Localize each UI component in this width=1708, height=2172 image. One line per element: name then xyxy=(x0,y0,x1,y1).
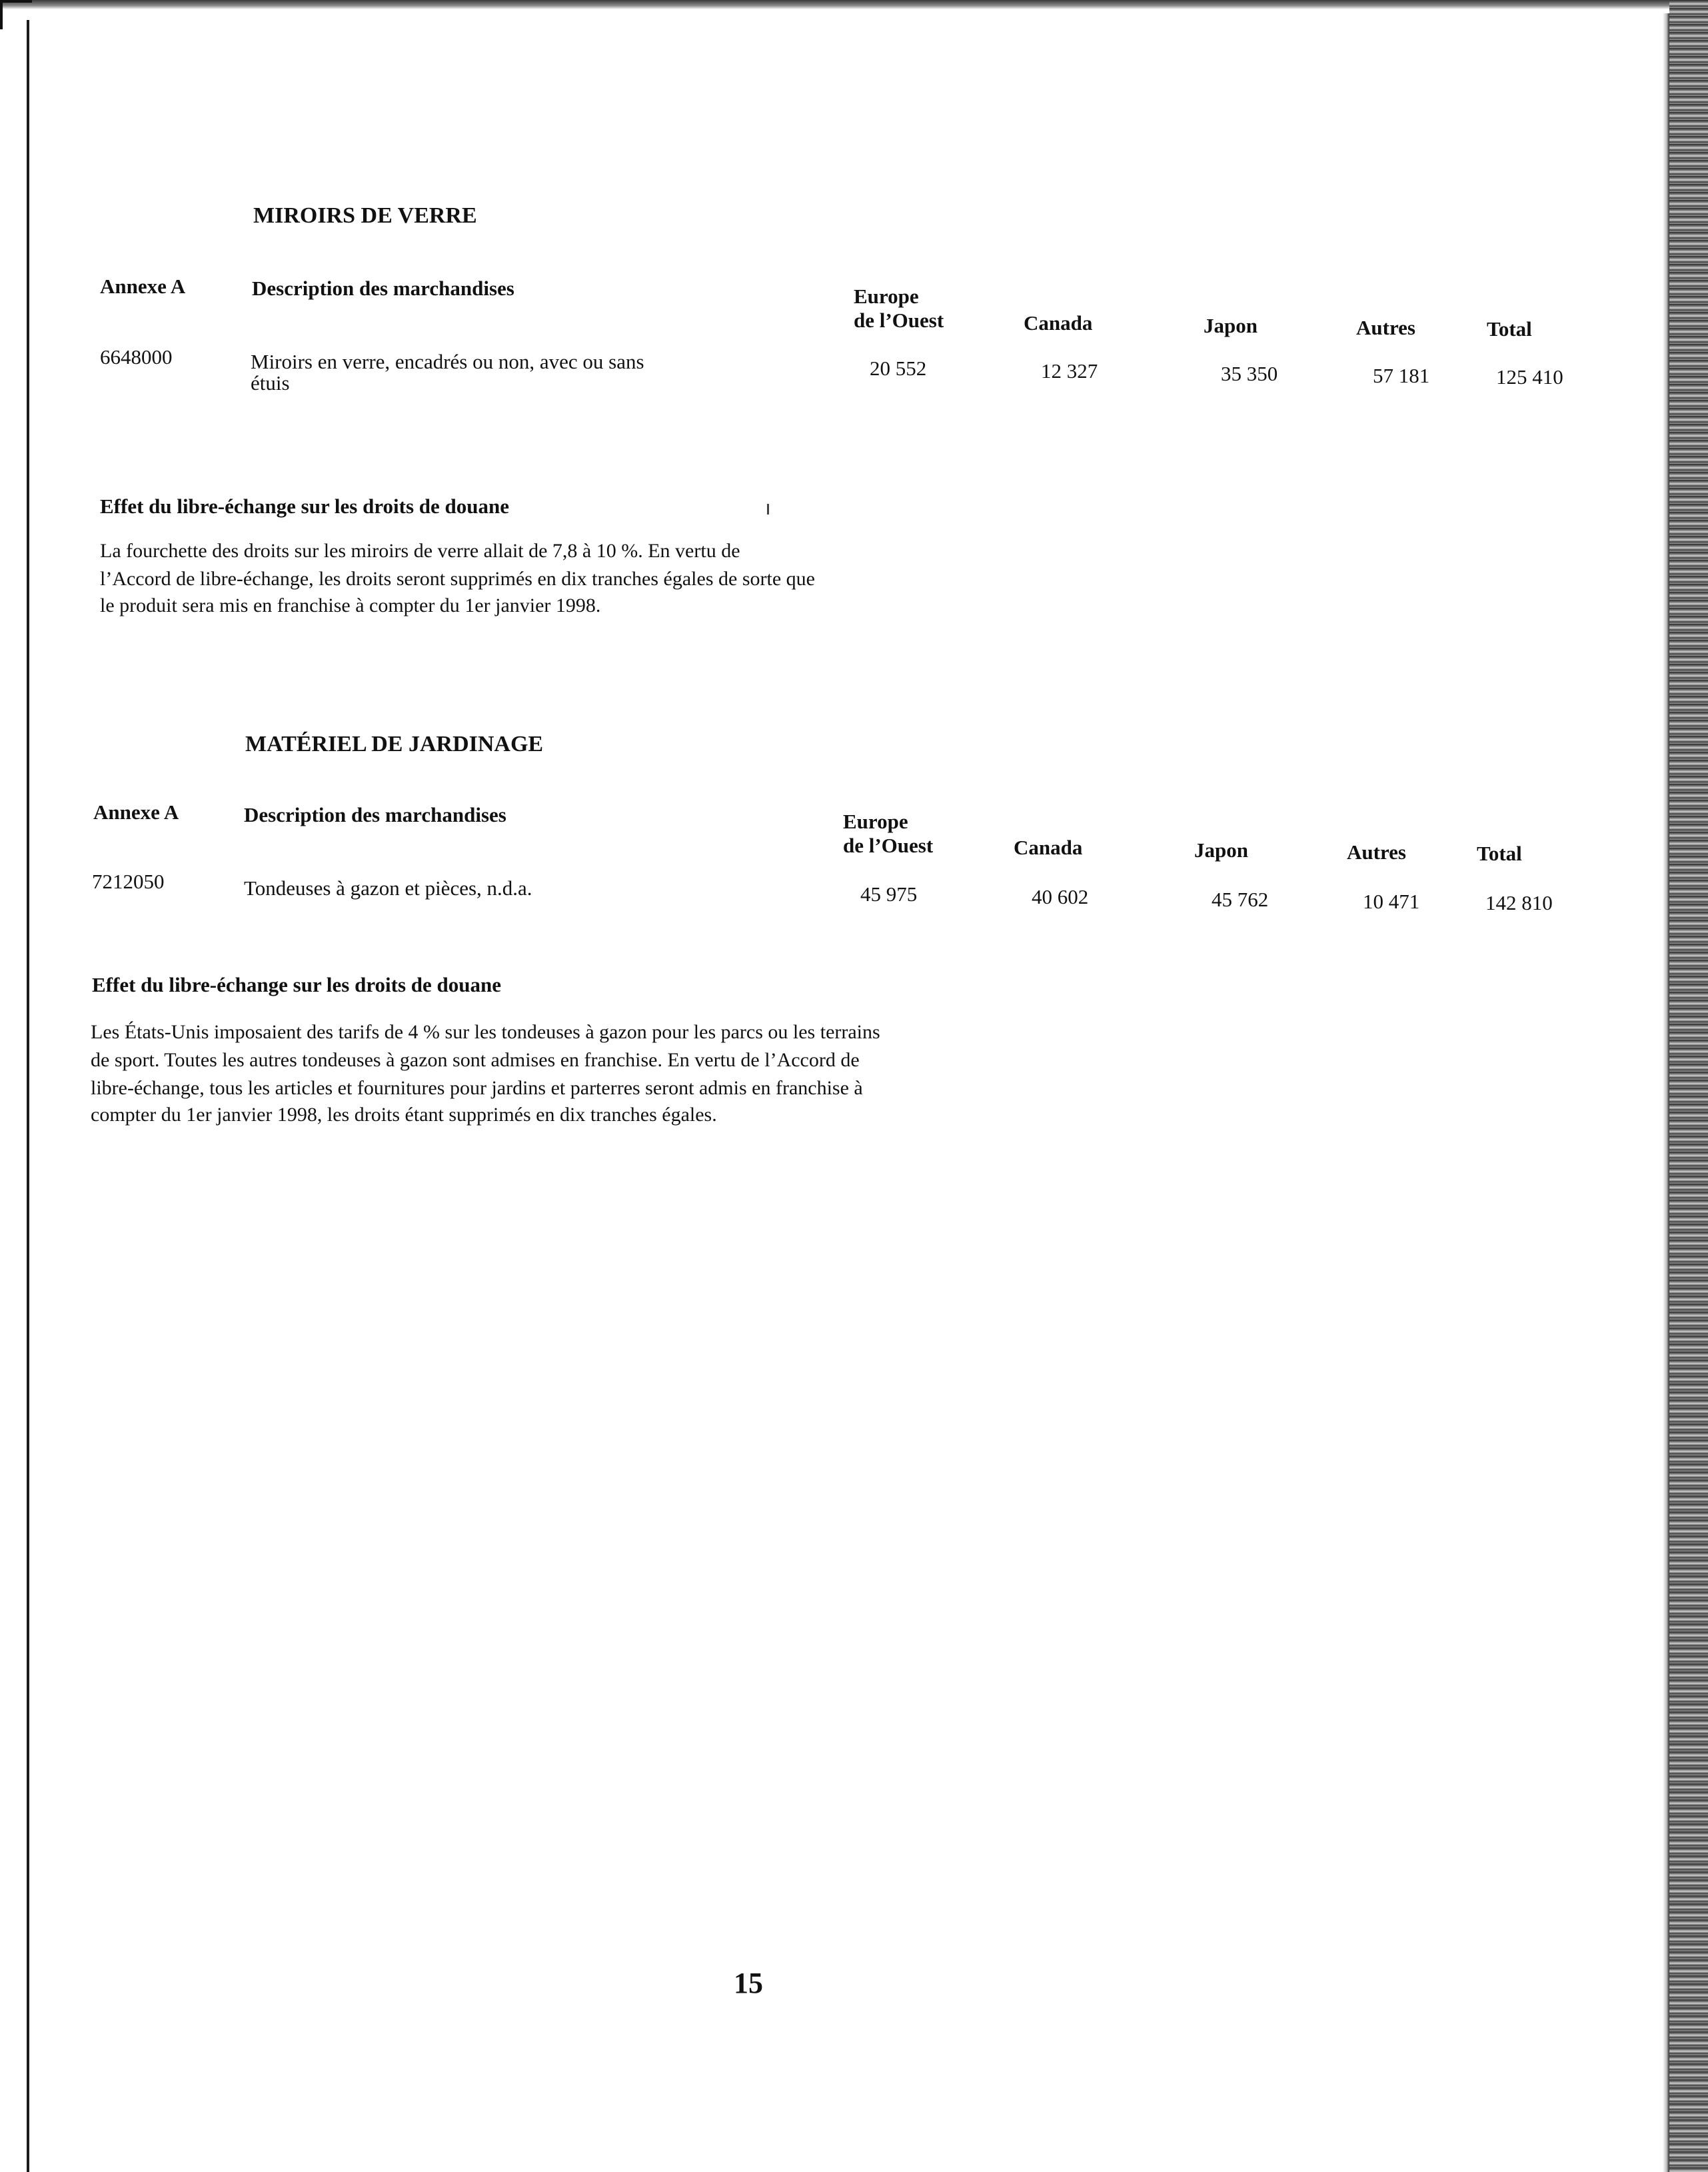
effect-line: libre-échange, tous les articles et fournitures pour jardins et parterres seront admis en franchise à xyxy=(91,1077,863,1099)
scan-top-edge xyxy=(0,0,1708,9)
cell-total: 142 810 xyxy=(1485,891,1553,914)
header-annex: Annexe A xyxy=(100,275,186,298)
header-description: Description des marchandises xyxy=(244,803,506,826)
effect-line: l’Accord de libre-échange, les droits seront supprimés en dix tranches égales de sorte que xyxy=(100,568,815,590)
section-title: MATÉRIEL DE JARDINAGE xyxy=(245,732,544,756)
header-annex: Annexe A xyxy=(93,800,179,824)
effect-line: le produit sera mis en franchise à compter du 1er janvier 1998. xyxy=(100,594,601,616)
cell-autres: 57 181 xyxy=(1373,364,1430,387)
header-europe-line2: de l’Ouest xyxy=(843,834,934,857)
header-description: Description des marchandises xyxy=(252,277,514,300)
effect-heading: Effet du libre-échange sur les droits de douane xyxy=(100,495,510,518)
row-code: 6648000 xyxy=(100,345,173,369)
cell-total: 125 410 xyxy=(1496,365,1563,389)
effect-heading: Effet du libre-échange sur les droits de douane xyxy=(92,973,502,996)
row-code: 7212050 xyxy=(92,870,165,893)
cell-japon: 45 762 xyxy=(1212,888,1269,911)
effect-line: de sport. Toutes les autres tondeuses à gazon sont admises en franchise. En vertu de l’Accord de xyxy=(91,1049,860,1071)
header-canada: Canada xyxy=(1024,311,1093,335)
effect-line: compter du 1er janvier 1998, les droits étant supprimés en dix tranches égales. xyxy=(91,1104,717,1126)
header-total: Total xyxy=(1477,842,1522,865)
header-europe-line1: Europe xyxy=(843,810,908,833)
scan-left-edge xyxy=(27,20,29,2172)
cell-canada: 12 327 xyxy=(1041,359,1098,383)
effect-line: La fourchette des droits sur les miroirs de verre allait de 7,8 à 10 %. En vertu de xyxy=(100,540,740,562)
cell-autres: 10 471 xyxy=(1363,890,1420,913)
row-description-line2: étuis xyxy=(251,371,290,395)
cell-europe: 45 975 xyxy=(860,882,918,906)
header-autres: Autres xyxy=(1347,840,1406,864)
row-description-line1: Tondeuses à gazon et pièces, n.d.a. xyxy=(244,876,532,900)
header-europe-line2: de l’Ouest xyxy=(854,309,944,332)
cell-europe: 20 552 xyxy=(870,357,927,380)
scan-mark xyxy=(767,504,769,515)
header-europe-line1: Europe xyxy=(854,285,919,308)
cell-japon: 35 350 xyxy=(1221,362,1278,385)
effect-line: Les États-Unis imposaient des tarifs de 4 % sur les tondeuses à gazon pour les parcs ou les terrains xyxy=(91,1021,880,1043)
header-total: Total xyxy=(1487,317,1532,341)
header-canada: Canada xyxy=(1014,836,1083,859)
header-japon: Japon xyxy=(1194,838,1248,862)
scan-right-edge xyxy=(1669,0,1708,2172)
header-japon: Japon xyxy=(1204,314,1258,337)
section-title: MIROIRS DE VERRE xyxy=(253,203,477,228)
page-number: 15 xyxy=(734,1967,763,1999)
header-autres: Autres xyxy=(1356,316,1415,339)
cell-canada: 40 602 xyxy=(1032,885,1089,908)
scan-right-fold xyxy=(1663,13,1669,2172)
row-description-line1: Miroirs en verre, encadrés ou non, avec ou sans xyxy=(251,350,644,373)
